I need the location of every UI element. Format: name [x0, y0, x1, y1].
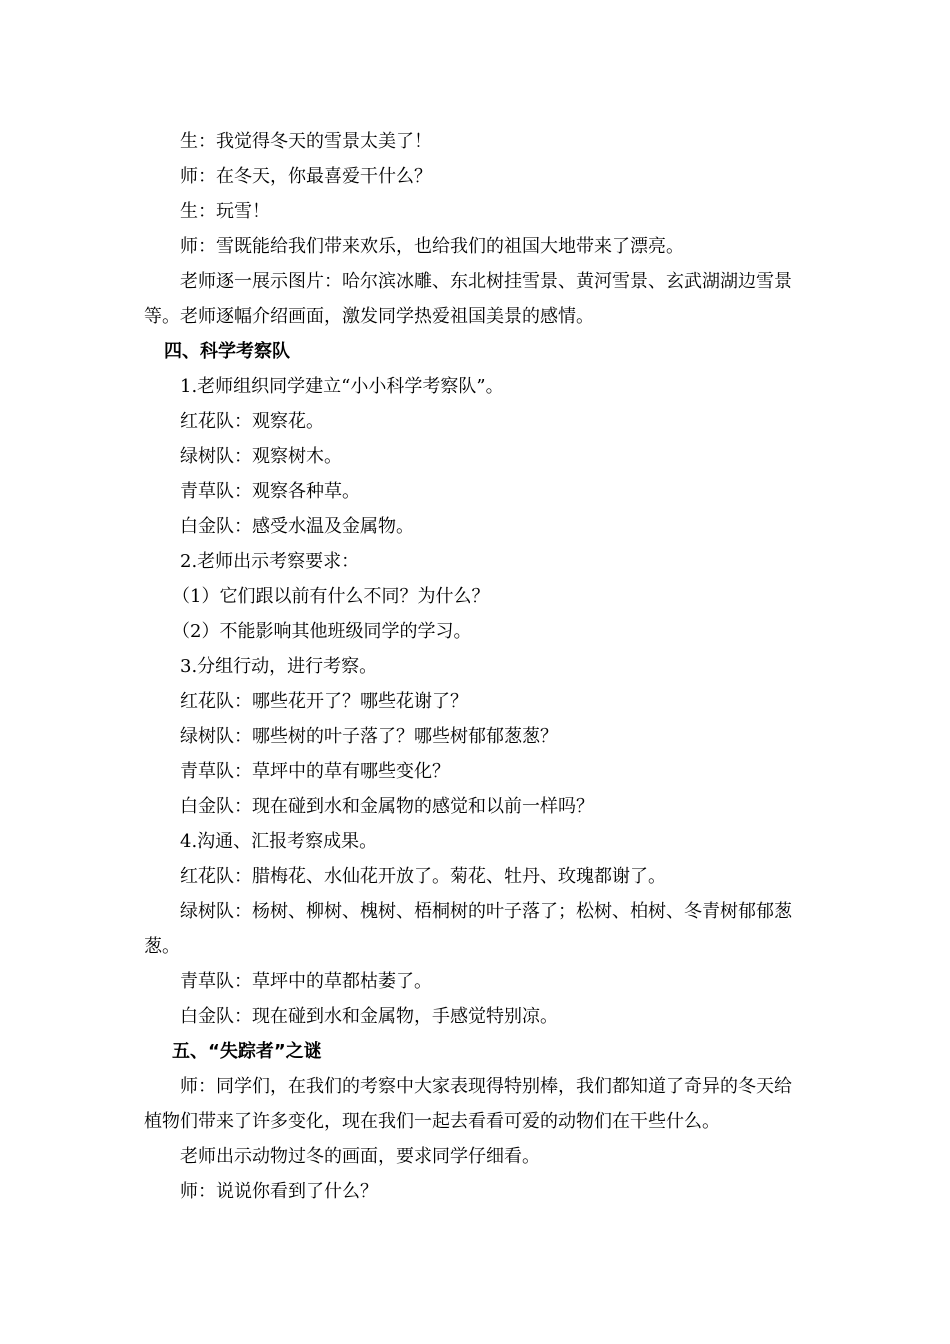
team-line: 青草队：观察各种草。: [180, 481, 360, 502]
team-line: 绿树队：哪些树的叶子落了？哪些树郁郁葱葱？: [180, 726, 558, 747]
section-heading: 五、“失踪者”之谜: [172, 1041, 322, 1062]
team-line: 红花队：腊梅花、水仙花开放了。菊花、牡丹、玫瑰都谢了。: [180, 866, 666, 887]
document-body: [144, 124, 796, 1209]
paragraph: 老师出示动物过冬的画面，要求同学仔细看。: [180, 1146, 540, 1167]
numbered-step: 2.老师出示考察要求：: [180, 551, 360, 572]
team-line: 红花队：观察花。: [180, 411, 324, 432]
numbered-step: 3.分组行动，进行考察。: [180, 656, 378, 677]
team-line: 青草队：草坪中的草有哪些变化？: [180, 761, 450, 782]
dialogue-line: 师：同学们，在我们的考察中大家表现得特别棒，我们都知道了奇异的冬天给植物们带来了许多变化，现在我们一起去看看可爱的动物们在干些什么。: [144, 1076, 792, 1132]
team-line: 青草队：草坪中的草都枯萎了。: [180, 971, 432, 992]
team-line: 白金队：感受水温及金属物。: [180, 516, 414, 537]
requirement-item: （1）它们跟以前有什么不同？为什么？: [172, 586, 490, 607]
team-line: 白金队：现在碰到水和金属物的感觉和以前一样吗？: [180, 796, 594, 817]
paragraph: 老师逐一展示图片：哈尔滨冰雕、东北树挂雪景、黄河雪景、玄武湖湖边雪景等。老师逐幅介绍画面，激发同学热爱祖国美景的感情。: [144, 271, 792, 327]
team-line: 白金队：现在碰到水和金属物，手感觉特别凉。: [180, 1006, 558, 1027]
dialogue-line: 师：说说你看到了什么？: [180, 1181, 378, 1202]
section-heading: 四、科学考察队: [164, 341, 290, 362]
dialogue-line: 生：玩雪！: [180, 201, 270, 222]
dialogue-line: 师：雪既能给我们带来欢乐，也给我们的祖国大地带来了漂亮。: [180, 236, 684, 257]
numbered-step: 4.沟通、汇报考察成果。: [180, 831, 378, 852]
dialogue-line: 师：在冬天，你最喜爱干什么？: [180, 166, 432, 187]
team-line: 绿树队：杨树、柳树、槐树、梧桐树的叶子落了；松树、柏树、冬青树郁郁葱葱。: [144, 901, 792, 957]
numbered-step: 1.老师组织同学建立“小小科学考察队”。: [180, 376, 504, 397]
team-line: 红花队：哪些花开了？哪些花谢了？: [180, 691, 468, 712]
requirement-item: （2）不能影响其他班级同学的学习。: [172, 621, 472, 642]
team-line: 绿树队：观察树木。: [180, 446, 342, 467]
dialogue-line: 生：我觉得冬天的雪景太美了！: [180, 131, 432, 152]
